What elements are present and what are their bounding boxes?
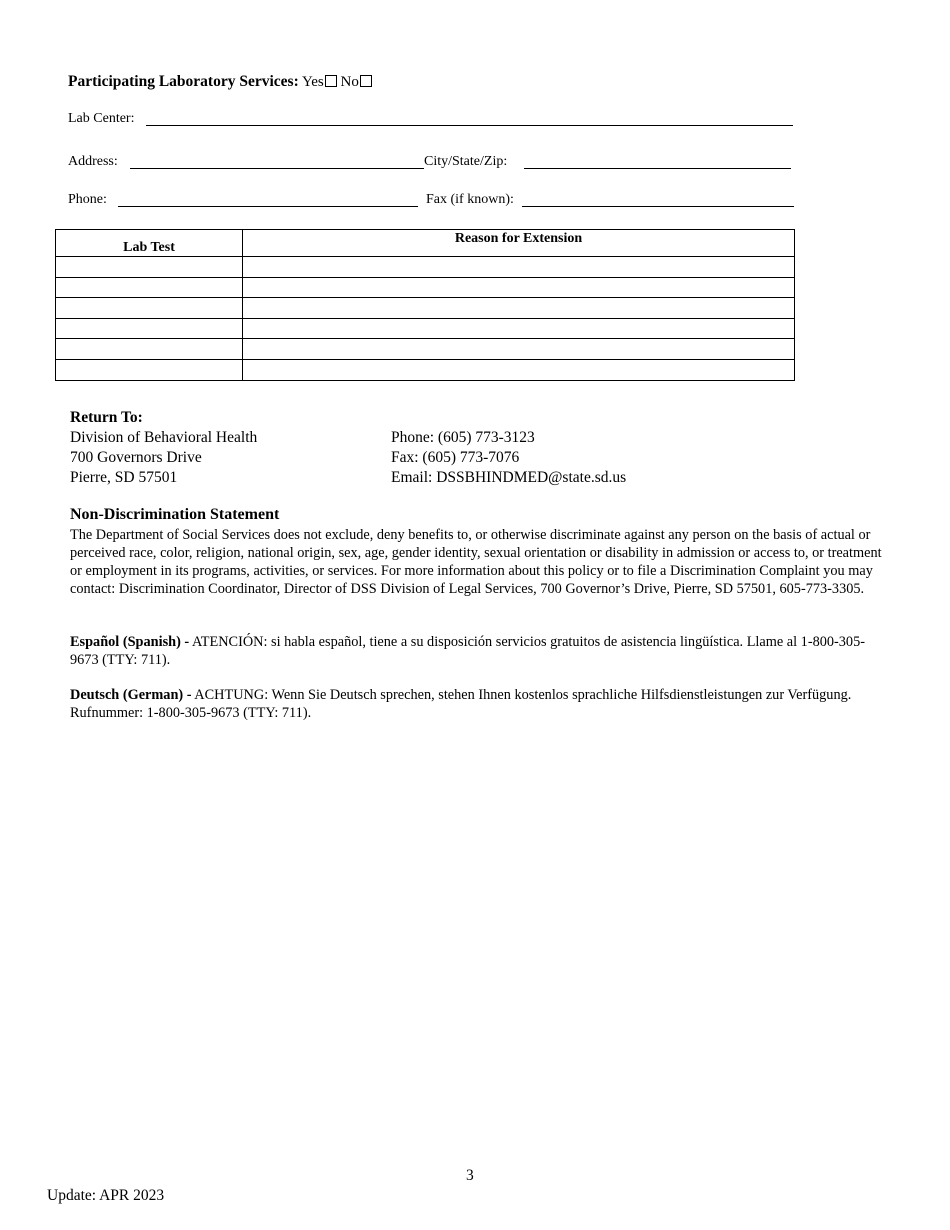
participating-lab-services-row bbox=[68, 73, 372, 91]
reason-for-extension-header: Reason for Extension bbox=[243, 230, 795, 257]
german-text: ACHTUNG: Wenn Sie Deutsch sprechen, stehen Ihnen kostenlos sprachliche Hilfsdienstleistungen zur Verfügung. Rufnummer: 1-800-305-9673 (TTY: 711). bbox=[70, 687, 852, 721]
fax-label: Fax (if known): bbox=[426, 192, 514, 207]
non-discrimination-body: The Department of Social Services does not exclude, deny benefits to, or otherwise discriminate against any person on the basis of actual or perceived race, color, religion, national origin, sex, age, gender identity, sexual orientation or disability in admission or access to, or treatment or employment in its programs, activities, or services. For more information about this policy or to file a Discrimination Complaint you may contact: Discrimination Coordinator, Director of DSS Division of Legal Services, 700 Governor’s Drive, Pierre, SD 57501, 605-773-3305. bbox=[70, 527, 882, 597]
reason-cell[interactable] bbox=[243, 298, 795, 319]
return-address-line: 700 Governors Drive bbox=[70, 449, 202, 466]
lab-test-cell[interactable] bbox=[56, 257, 243, 278]
lab-test-cell[interactable] bbox=[56, 298, 243, 319]
reason-cell[interactable] bbox=[243, 339, 795, 360]
return-to-block bbox=[70, 408, 257, 488]
lab-center-field[interactable] bbox=[146, 125, 793, 126]
phone-label: Phone: bbox=[68, 192, 107, 207]
update-date: Update: APR 2023 bbox=[47, 1187, 165, 1204]
contact-block bbox=[391, 428, 626, 488]
reason-cell[interactable] bbox=[243, 359, 795, 380]
lab-test-header: Lab Test bbox=[56, 230, 243, 257]
participating-label: Participating Laboratory Services: bbox=[68, 73, 299, 90]
return-address-line: Pierre, SD 57501 bbox=[70, 469, 178, 486]
return-address-line: Division of Behavioral Health bbox=[70, 429, 258, 446]
lab-center-label: Lab Center: bbox=[68, 111, 135, 126]
table-header-row bbox=[56, 230, 795, 257]
table-row bbox=[56, 318, 795, 339]
table-row bbox=[56, 277, 795, 298]
contact-email: Email: DSSBHINDMED@state.sd.us bbox=[391, 469, 627, 486]
spanish-notice bbox=[70, 633, 890, 669]
no-checkbox[interactable] bbox=[360, 75, 372, 87]
yes-label: Yes bbox=[301, 74, 324, 90]
lab-test-cell[interactable] bbox=[56, 277, 243, 298]
spanish-label: Español (Spanish) - bbox=[70, 634, 190, 650]
table-row bbox=[56, 359, 795, 380]
phone-field[interactable] bbox=[118, 206, 418, 207]
lab-test-cell[interactable] bbox=[56, 359, 243, 380]
city-state-zip-label: City/State/Zip: bbox=[424, 154, 508, 169]
page-number: 3 bbox=[466, 1167, 474, 1184]
lab-test-table bbox=[55, 229, 795, 381]
address-field[interactable] bbox=[130, 168, 424, 169]
table-row bbox=[56, 257, 795, 278]
reason-cell[interactable] bbox=[243, 257, 795, 278]
reason-cell[interactable] bbox=[243, 277, 795, 298]
city-state-zip-field[interactable] bbox=[524, 168, 791, 169]
fax-field[interactable] bbox=[522, 206, 794, 207]
spanish-text: ATENCIÓN: si habla español, tiene a su disposición servicios gratuitos de asistencia lingüística. Llame al 1-800-305-9673 (TTY: 711). bbox=[70, 634, 865, 668]
german-notice bbox=[70, 686, 890, 722]
lab-test-cell[interactable] bbox=[56, 318, 243, 339]
no-label: No bbox=[340, 74, 359, 90]
table-row bbox=[56, 339, 795, 360]
lab-test-cell[interactable] bbox=[56, 339, 243, 360]
contact-phone: Phone: (605) 773-3123 bbox=[391, 429, 535, 446]
non-discrimination-title: Non-Discrimination Statement bbox=[70, 506, 280, 523]
contact-fax: Fax: (605) 773-7076 bbox=[391, 449, 520, 466]
address-label: Address: bbox=[68, 154, 118, 169]
table-row bbox=[56, 298, 795, 319]
reason-cell[interactable] bbox=[243, 318, 795, 339]
german-label: Deutsch (German) - bbox=[70, 687, 192, 703]
yes-checkbox[interactable] bbox=[325, 75, 337, 87]
return-to-title: Return To: bbox=[70, 409, 143, 426]
